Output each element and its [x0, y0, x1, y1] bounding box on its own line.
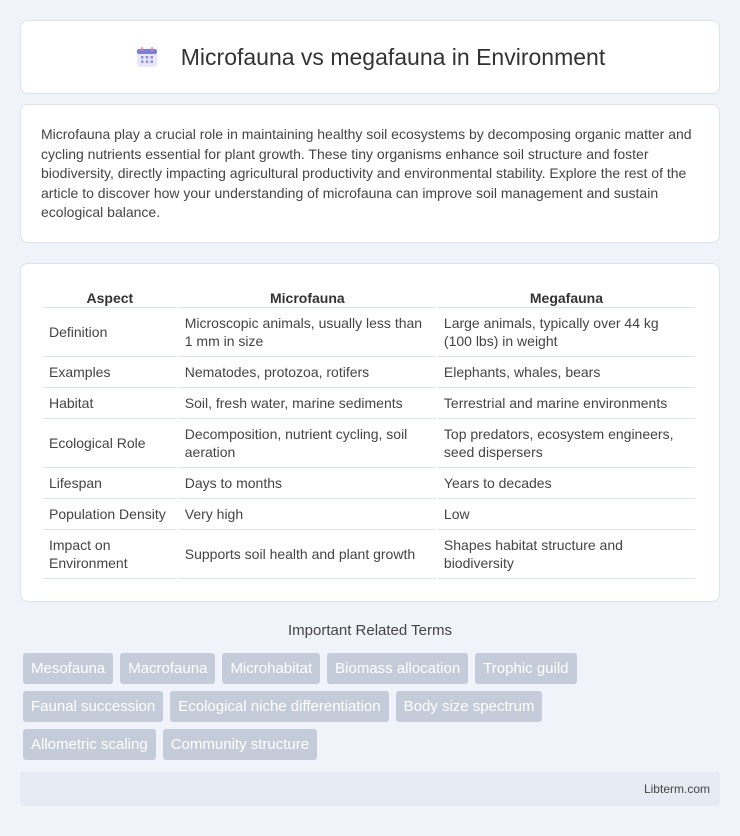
row-megafauna: Terrestrial and marine environments	[438, 388, 695, 419]
row-microfauna: Decomposition, nutrient cycling, soil aeration	[179, 419, 436, 468]
row-microfauna: Supports soil health and plant growth	[179, 530, 436, 579]
tag-row	[23, 653, 723, 684]
row-aspect: Examples	[43, 357, 177, 388]
calendar-icon	[135, 45, 159, 69]
tag-macrofauna[interactable]: Macrofauna	[120, 653, 215, 684]
table-row	[43, 499, 695, 530]
tag-mesofauna[interactable]: Mesofauna	[23, 653, 113, 684]
row-megafauna: Years to decades	[438, 468, 695, 499]
row-megafauna: Top predators, ecosystem engineers, seed dispersers	[438, 419, 695, 468]
row-aspect: Population Density	[43, 499, 177, 530]
table-row	[43, 388, 695, 419]
tag-biomass-allocation[interactable]: Biomass allocation	[327, 653, 468, 684]
related-terms-list	[23, 653, 723, 767]
row-aspect: Definition	[43, 308, 177, 357]
title-card	[20, 20, 720, 94]
table-row	[43, 468, 695, 499]
row-megafauna: Large animals, typically over 44 kg (100 lbs) in weight	[438, 308, 695, 357]
row-microfauna: Days to months	[179, 468, 436, 499]
row-megafauna: Shapes habitat structure and biodiversity	[438, 530, 695, 579]
tag-microhabitat[interactable]: Microhabitat	[222, 653, 320, 684]
intro-paragraph: Microfauna play a crucial role in maintaining healthy soil ecosystems by decomposing organic matter and cycling nutrients essential for plant growth. These tiny organisms enhance soil structure and foster biodiversity, directly impacting agricultural productivity and environmental stability. Explore the rest of the article to discover how your understanding of microfauna can improve soil management and sustain ecological balance.	[41, 126, 692, 220]
tag-trophic-guild[interactable]: Trophic guild	[475, 653, 576, 684]
table-row	[43, 357, 695, 388]
row-microfauna: Microscopic animals, usually less than 1 mm in size	[179, 308, 436, 357]
comparison-table	[41, 282, 697, 579]
tag-community-structure[interactable]: Community structure	[163, 729, 317, 760]
footer	[20, 772, 720, 806]
page-title: Microfauna vs megafauna in Environment	[180, 43, 606, 70]
comparison-card	[20, 263, 720, 602]
footer-site-link[interactable]: Libterm.com	[643, 782, 710, 796]
table-row	[43, 530, 695, 579]
header-aspect: Aspect	[43, 282, 177, 308]
row-megafauna: Low	[438, 499, 695, 530]
intro-card	[20, 104, 720, 243]
row-microfauna: Very high	[179, 499, 436, 530]
row-microfauna: Nematodes, protozoa, rotifers	[179, 357, 436, 388]
row-megafauna: Elephants, whales, bears	[438, 357, 695, 388]
tag-allometric-scaling[interactable]: Allometric scaling	[23, 729, 156, 760]
row-aspect: Habitat	[43, 388, 177, 419]
tag-body-size-spectrum[interactable]: Body size spectrum	[396, 691, 543, 722]
tag-row	[23, 691, 723, 722]
tag-faunal-succession[interactable]: Faunal succession	[23, 691, 163, 722]
row-aspect: Lifespan	[43, 468, 177, 499]
table-row	[43, 308, 695, 357]
row-aspect: Ecological Role	[43, 419, 177, 468]
row-aspect: Impact on Environment	[43, 530, 177, 579]
header-microfauna: Microfauna	[179, 282, 436, 308]
table-row	[43, 419, 695, 468]
related-terms-heading: Important Related Terms	[288, 622, 452, 639]
header-megafauna: Megafauna	[438, 282, 695, 308]
row-microfauna: Soil, fresh water, marine sediments	[179, 388, 436, 419]
table-header-row	[43, 282, 695, 308]
tag-ecological-niche-differentiation[interactable]: Ecological niche differentiation	[170, 691, 388, 722]
tag-row	[23, 729, 723, 760]
